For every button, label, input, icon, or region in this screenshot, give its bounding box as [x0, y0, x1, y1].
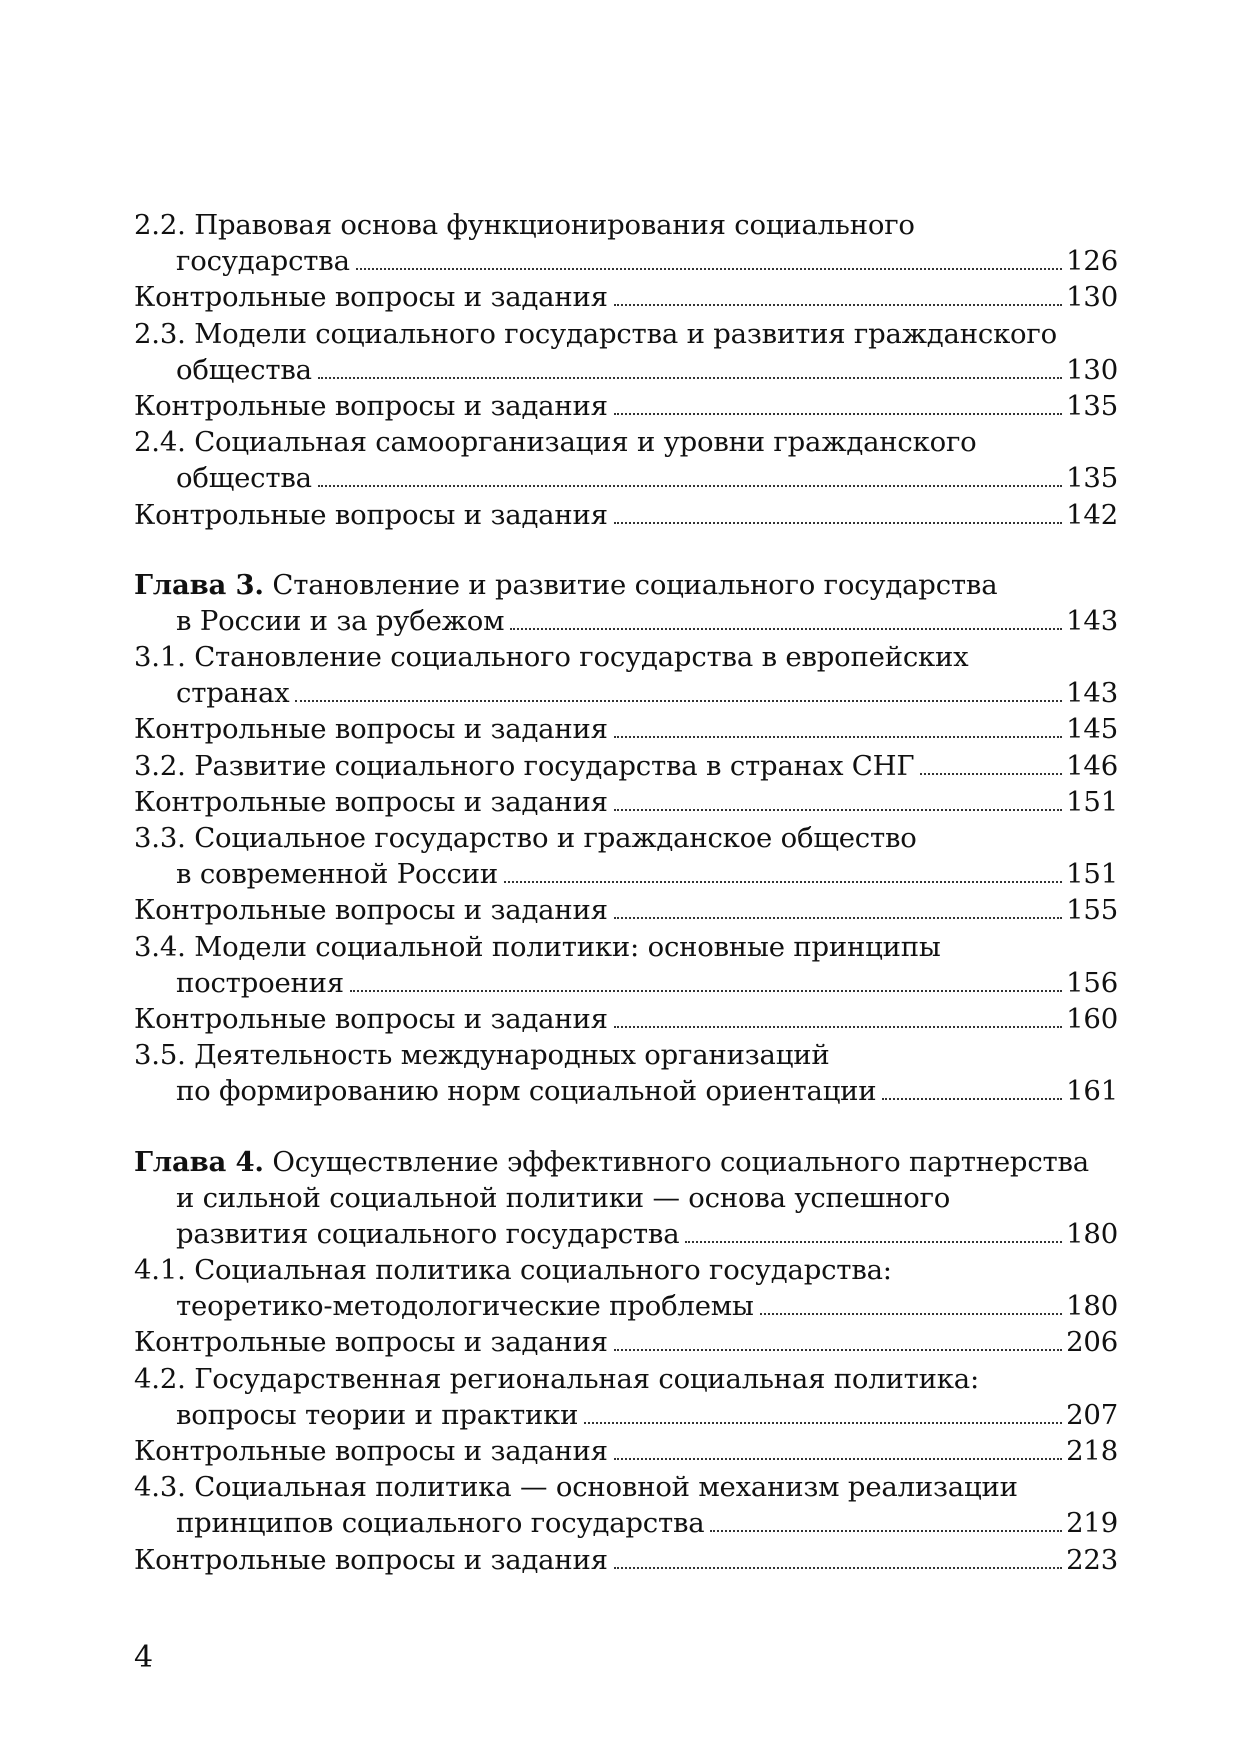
toc-entry-label: Контрольные вопросы и задания [134, 1435, 608, 1467]
toc-entry-title [176, 1182, 950, 1214]
toc-entry-label: Осуществление эффективного социального партнерства [263, 1145, 1090, 1178]
toc-page-number: 145 [1066, 713, 1118, 746]
toc-line [134, 460, 1118, 496]
page-number: 4 [134, 1640, 154, 1675]
toc-entry-label: 2.3. Модели социального государства и развития гражданского [134, 317, 1057, 350]
toc-page-number: 218 [1066, 1435, 1118, 1467]
toc-page-number: 126 [1066, 245, 1118, 278]
toc-line [134, 929, 1118, 965]
toc-line [134, 892, 1118, 928]
toc-line [134, 1397, 1118, 1433]
toc-line [134, 1542, 1118, 1578]
toc-page-number: 143 [1066, 604, 1118, 637]
dot-leader [350, 990, 1062, 992]
toc-entry-title [176, 965, 344, 1001]
toc-entry-title [134, 784, 608, 820]
toc-line [134, 497, 1118, 533]
toc-entry-title [134, 748, 914, 784]
toc-line [134, 352, 1118, 388]
toc-entry-label: Контрольные вопросы и задания [134, 1002, 608, 1035]
toc-line [134, 316, 1118, 352]
toc-page-number: 180 [1066, 1217, 1118, 1250]
toc-entry-label: государства [176, 245, 350, 278]
toc-entry-label: 4.2. Государственная региональная социальная политика: [134, 1362, 980, 1395]
toc-entry-label: странах [176, 677, 290, 710]
toc-entry-title [134, 497, 608, 533]
toc-entry-title [134, 388, 608, 424]
toc-line [134, 279, 1118, 315]
toc-entry-label: принципов социального государства [176, 1507, 705, 1540]
dot-leader [295, 700, 1062, 702]
toc-entry-title [134, 1254, 892, 1286]
toc-entry-label: 2.4. Социальная самоорганизация и уровни гражданского [134, 426, 977, 459]
toc-entry-label: в России и за рубежом [176, 604, 505, 637]
toc-entry-label: Контрольные вопросы и задания [134, 894, 608, 927]
toc-entry-title [134, 892, 608, 928]
toc-entry-label: общества [176, 462, 312, 495]
toc-line [134, 1288, 1118, 1324]
toc-entry-label: 3.5. Деятельность международных организаций [134, 1039, 830, 1072]
toc-entry-title [134, 1363, 979, 1395]
toc-page-number: 130 [1066, 281, 1118, 314]
toc-line [134, 965, 1118, 1001]
toc-page-number: 161 [1066, 1075, 1118, 1108]
toc-entry-title [176, 352, 312, 388]
toc-entry-title [134, 1433, 608, 1469]
toc-entry-title [134, 279, 608, 315]
toc-page-number: 206 [1066, 1326, 1118, 1359]
chapter-label: Глава 3. [134, 568, 264, 601]
toc-line [134, 388, 1118, 424]
toc-entry-label: Контрольные вопросы и задания [134, 281, 608, 314]
toc-page-number: 135 [1066, 462, 1118, 495]
dot-leader [614, 809, 1062, 811]
toc-page-number: 142 [1066, 498, 1118, 531]
dot-leader [710, 1530, 1062, 1532]
toc-entry-title [134, 1324, 608, 1360]
toc-line [134, 784, 1118, 820]
toc-entry-title [134, 822, 917, 854]
toc-entry-title [134, 1471, 1018, 1503]
toc-page-number: 155 [1066, 894, 1118, 927]
dot-leader [614, 304, 1062, 306]
toc-entry-title [176, 1073, 876, 1109]
toc-page-number: 156 [1066, 966, 1118, 999]
dot-leader [760, 1313, 1062, 1315]
toc-line [134, 1180, 1118, 1216]
toc-line [134, 1037, 1118, 1073]
dot-leader [584, 1422, 1062, 1424]
toc-line [134, 675, 1118, 711]
toc-line [134, 424, 1118, 460]
toc-entry-label: Контрольные вопросы и задания [134, 713, 608, 746]
toc-entry-label: 4.1. Социальная политика социального государства: [134, 1254, 892, 1287]
toc-entry-title [134, 318, 1057, 350]
toc-entry-label: Становление и развитие социального государства [263, 568, 998, 601]
toc-entry-title [134, 931, 941, 963]
dot-leader [504, 881, 1062, 883]
dot-leader [614, 917, 1062, 919]
toc-entry-label: по формированию норм социальной ориентации [176, 1075, 877, 1108]
toc-page-number: 151 [1066, 858, 1118, 891]
table-of-contents [134, 207, 1118, 1578]
toc-entry-title [176, 1505, 704, 1541]
toc-entry-label: и сильной социальной политики — основа успешного [176, 1181, 951, 1214]
toc-page-number: 219 [1066, 1507, 1118, 1540]
dot-leader [614, 413, 1062, 415]
toc-line [134, 243, 1118, 279]
toc-page-number: 223 [1066, 1543, 1118, 1576]
toc-entry-label: 3.4. Модели социальной политики: основные принципы [134, 930, 941, 963]
toc-entry-title [176, 1288, 754, 1324]
toc-page-number: 146 [1066, 749, 1118, 782]
toc-entry-label: Контрольные вопросы и задания [134, 389, 608, 422]
toc-line [134, 1216, 1118, 1252]
toc-entry-title [176, 603, 504, 639]
toc-entry-title [134, 1039, 829, 1071]
toc-entry-label: Контрольные вопросы и задания [134, 1326, 608, 1359]
toc-line [134, 1252, 1118, 1288]
toc-line [134, 603, 1118, 639]
toc-entry-title [134, 569, 997, 601]
toc-entry-title [134, 1001, 608, 1037]
toc-entry-label: 4.3. Социальная политика — основной механизм реализации [134, 1471, 1018, 1504]
dot-leader [614, 1349, 1062, 1351]
dot-leader [614, 1567, 1062, 1569]
dot-leader [614, 522, 1062, 524]
toc-entry-label: в современной России [176, 858, 499, 891]
toc-line [134, 1433, 1118, 1469]
toc-page-number: 143 [1066, 677, 1118, 710]
dot-leader [356, 268, 1062, 270]
toc-line [134, 1324, 1118, 1360]
toc-page-number: 130 [1066, 353, 1118, 386]
toc-page-number: 180 [1066, 1290, 1118, 1323]
toc-entry-label: Контрольные вопросы и задания [134, 785, 608, 818]
toc-line [134, 567, 1118, 603]
toc-entry-label: Контрольные вопросы и задания [134, 498, 608, 531]
dot-leader [882, 1098, 1062, 1100]
toc-entry-title [176, 675, 289, 711]
toc-line [134, 748, 1118, 784]
toc-entry-label: Контрольные вопросы и задания [134, 1543, 608, 1576]
toc-entry-title [176, 1216, 679, 1252]
toc-entry-title [134, 209, 915, 241]
toc-line [134, 207, 1118, 243]
toc-line [134, 1361, 1118, 1397]
dot-leader [614, 736, 1062, 738]
toc-line [134, 711, 1118, 747]
toc-entry-title [134, 1146, 1089, 1178]
dot-leader [685, 1241, 1062, 1243]
toc-entry-label: 3.2. Развитие социального государства в странах СНГ [134, 749, 915, 782]
toc-entry-title [176, 1397, 578, 1433]
toc-page-number: 135 [1066, 389, 1118, 422]
toc-entry-title [176, 243, 350, 279]
toc-page-number: 151 [1066, 785, 1118, 818]
toc-entry-title [134, 711, 608, 747]
toc-entry-title [176, 460, 312, 496]
chapter-label: Глава 4. [134, 1145, 264, 1178]
dot-leader [920, 773, 1062, 775]
dot-leader [614, 1026, 1062, 1028]
toc-entry-label: построения [176, 966, 344, 999]
toc-entry-label: развития социального государства [176, 1217, 680, 1250]
toc-line [134, 1505, 1118, 1541]
toc-line [134, 1001, 1118, 1037]
dot-leader [318, 377, 1062, 379]
toc-page-number: 207 [1066, 1398, 1118, 1431]
toc-entry-label: вопросы теории и практики [176, 1398, 579, 1431]
toc-entry-label: общества [176, 353, 312, 386]
toc-entry-title [134, 641, 968, 673]
toc-line [134, 1073, 1118, 1109]
toc-line [134, 1469, 1118, 1505]
dot-leader [318, 485, 1062, 487]
toc-line [134, 820, 1118, 856]
dot-leader [510, 628, 1062, 630]
toc-entry-title [134, 426, 977, 458]
toc-entry-label: 2.2. Правовая основа функционирования социального [134, 209, 915, 241]
toc-line [134, 639, 1118, 675]
dot-leader [614, 1458, 1062, 1460]
toc-entry-title [134, 1542, 608, 1578]
toc-entry-label: 3.3. Социальное государство и гражданское общество [134, 822, 917, 854]
toc-entry-label: теоретико-методологические проблемы [176, 1290, 754, 1323]
toc-entry-title [176, 856, 498, 892]
toc-page-number: 160 [1066, 1002, 1118, 1035]
toc-line [134, 1144, 1118, 1180]
toc-line [134, 856, 1118, 892]
toc-entry-label: 3.1. Становление социального государства в европейских [134, 641, 969, 674]
